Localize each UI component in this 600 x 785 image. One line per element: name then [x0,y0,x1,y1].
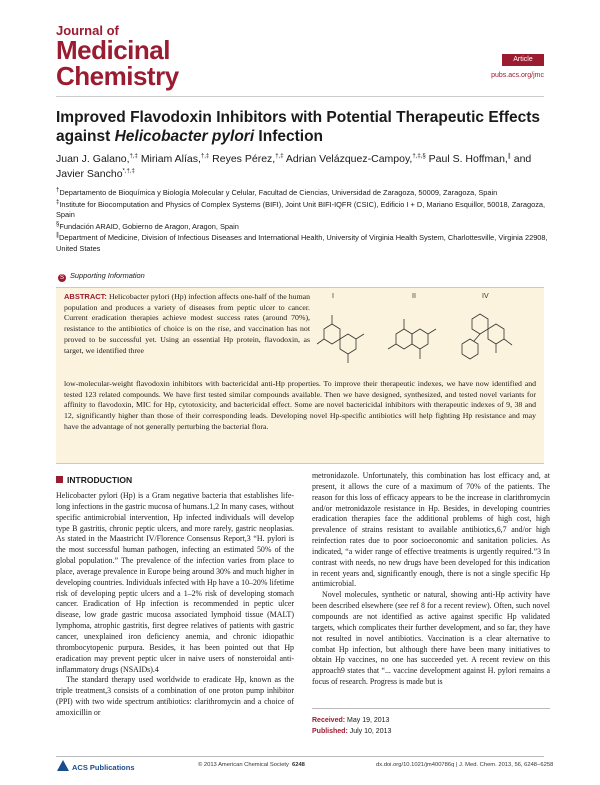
paragraph: The standard therapy used worldwide to eradicate Hp, known as the triple treatment,3 consists of a combination of one proton pump inhibitor (PPI) with two wide spectrum antibiotics: clarithromycin and a choice of amoxicillin or [56,675,294,717]
author-name[interactable]: Miriam Alías, [140,153,201,165]
toc-graphic [312,289,540,377]
author-name[interactable]: Reyes Pérez, [212,153,276,165]
paragraph: Novel molecules, synthetic or natural, showing anti-Hp activity have been described elsewhere (see ref 8 for a recent review). Often, such novel compounds are not identified as active against specific Hp validated targets, which complicates their further development, and so far, they have not resulted in novel antibiotics. Vaccination is a clear alternative to combat Hp infection, but although there have been many initiatives to obtain Hp vaccines, no one has succeeded yet. A recent review on this approach9 states that “... vaccine development against H. pylori remains a focus of research. Progress is made but is [312,590,550,687]
author-name[interactable]: and Javier Sancho [56,153,532,180]
author-list [56,152,556,182]
published-date: Published: July 10, 2013 [312,728,392,735]
journal-logo [56,24,206,89]
article-type-badge: Article [502,54,544,66]
received-date: Received: May 19, 2013 [312,717,390,724]
structure-two [388,319,436,359]
journal-name-line3: Chemistry [56,61,179,91]
title-part2: Infection [254,128,324,145]
author-affil-mark: *,†,‡ [122,168,135,175]
info-icon: S [59,275,64,281]
author-affil-mark: †,‡ [275,153,284,160]
body-column-left [56,471,294,719]
publisher-logo: ACS Publications [56,759,135,773]
author-name[interactable]: Paul S. Hoffman, [428,153,508,165]
structure-one [317,315,364,363]
copyright-notice: © 2013 American Chemical Society [198,762,289,768]
section-heading: INTRODUCTION [56,471,294,485]
abstract-label: ABSTRACT: [64,292,107,301]
doi-citation[interactable]: dx.doi.org/10.1021/jm400786q | J. Med. Chem. 2013, 56, 6248−6258 [376,762,554,768]
page-number: 6248 [292,762,305,768]
paragraph: Helicobacter pylori (Hp) is a Gram negative bacteria that establishes life-long infections in the gastric mucosa of humans.1,2 In many cases, without specific antimicrobial intervention, Hp infected individuals will develop type B gastritis, chronic peptic ulcers, and more rarely, gastric neoplasias. As stated in the Maastricht IV/Florence Consensus Report,3 “H. pylori is the most successful human pathogen, infecting an estimated 50% of the global population.” The prevalence of the infection varies from place to place, average prevalence in Europe being around 30% and much higher in developing countries. Individuals infected with Hp have a 10–20% lifetime risk of developing peptic ulcers and a 1–2% risk of developing stomach cancer. Eradication of Hp infection is recommended in peptic ulcer disease, low grade gastric mucosa associated lymphoid tissue (MALT) lymphoma, atrophic gastritis, first degree relatives of patients with gastric cancer, unexplained iron deficiency anemia, and chronic idiopathic thrombocytopenic purpura. Besides, it has been pointed out that Hp eradication may prevent peptic ulcer in naive users of nonsteroidal anti-inflammatory drugs (NSAIDs).4 [56,491,294,674]
abstract-body-top: Helicobacter pylori (Hp) infection affects one-half of the human population and produces a variety of diseases from peptic ulcer to cancer. Current eradication therapies achieve modest success rates (around 70%), resistance to the antibiotics of choice is on the rise, and vaccination has not proved to be successful yet. Using an essential Hp protein, flavodoxin, as target, we identified three [64,292,311,355]
affiliation: †Departamento de Bioquímica y Biología Molecular y Celular, Facultad de Ciencias, Universidad de Zaragoza, 50009, Zaragoza, Spain [56,187,498,197]
supporting-info-link[interactable] [58,271,145,282]
title-italic: Helicobacter pylori [114,128,255,145]
toc-label: I [332,293,334,300]
author-name[interactable]: Adrian Velázquez-Campoy, [285,153,413,165]
journal-url-link[interactable]: pubs.acs.org/jmc [491,72,544,79]
chemical-structures-graphic [312,289,540,377]
affiliations [56,188,556,255]
affiliation: ‡Institute for Biocomputation and Physics of Complex Systems (BIFI), Joint Unit BIFI-IQFR (CSIC), Edificio I + D, Mariano Esquillor, 50018, Zaragoza, Spain [56,199,546,219]
section-square-icon [56,476,63,483]
title-part1: Improved Flavodoxin Inhibitors with Potential Therapeutic Effects against [56,109,541,145]
toc-label: IV [482,293,489,300]
paragraph: metronidazole. Unfortunately, this combination has lost efficacy and, at present, it allows the cure of a maximum of 70% of the patients. The reason for this loss of efficacy appears to be the increase in clarithromycin and/or metronidazole resistance in Hp. Besides, in developing countries eradication therapies face the additional problems of high cost, high prevalence of strains resistant to available antibiotics,6,7 and/or high reinfection rates due to poor socioeconomic and sanitation policies. As indicated, “a wider range of effective treatments is urgently required.”3 In contrast with needs, no new drugs have been developed for this indication in recent years and, significantly enough, there is not a single specific Hp antimicrobial. [312,471,550,589]
author-affil-mark: †,‡ [129,153,138,160]
affiliation: ∥Department of Medicine, Division of Infectious Diseases and International Health, University of Virginia Health System, Charlottesville, Virginia 22908, United States [56,232,548,253]
author-affil-mark: ∥ [507,153,511,160]
author-affil-mark: †,‡ [200,153,210,160]
body-text [56,491,294,719]
article-title [56,108,546,146]
structure-three [462,314,512,359]
affiliation: §Fundación ARAID, Gobierno de Aragon, Aragon, Spain [56,221,239,231]
acs-logo-icon [56,759,70,773]
journal-name-line1: Journal of [56,23,119,38]
journal-name-line2: Medicinal [56,35,170,65]
body-column-right [312,471,550,688]
footer-divider [56,756,544,757]
toc-label: II [412,293,416,300]
author-name[interactable]: Juan J. Galano, [56,153,130,165]
abstract-text-top [64,292,310,356]
author-affil-mark: †,‡,§ [412,153,426,160]
publication-dates [312,708,550,737]
body-text [312,471,550,688]
supporting-info-label: Supporting Information [70,271,145,280]
header-divider [56,96,544,97]
abstract-text-bottom: low-molecular-weight flavodoxin inhibitors with bactericidal anti-Hp properties. To improve their therapeutic indexes, we have now identified and tested 123 related compounds. We have first tested similar compounds available. Then we have designed, synthesized, and tested novel variants for affinity to flavodoxin, MIC for Hp, cytotoxicity, and bactericidal effect. Some are novel bactericidal inhibitors with therapeutic indexes of 9, 38 and 12, significantly higher than those of their corresponding leads. Developing novel Hp-specific antibiotics will help fighting Hp resistance and may have the advantage of not generally perturbing the bacterial flora. [64,379,536,431]
